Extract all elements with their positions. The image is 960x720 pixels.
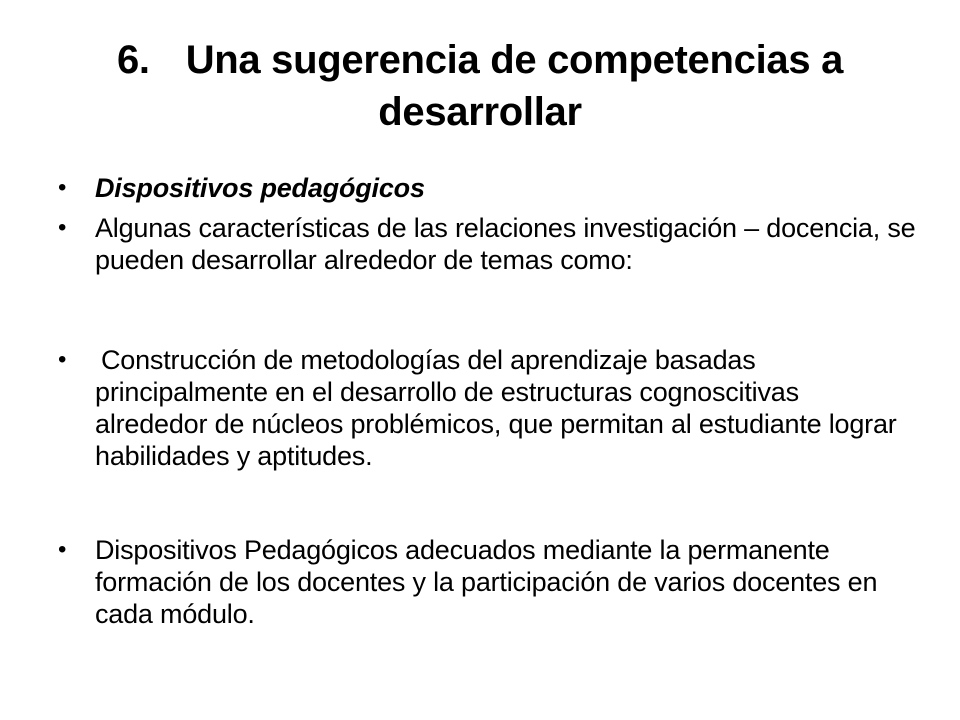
bullet-item bbox=[58, 212, 918, 276]
bullet-item bbox=[58, 344, 918, 472]
bullet-text: Construcción de metodologías del aprendizaje basadas principalmente en el desarrollo de estructuras cognoscitivas alrededor de núcleos problémicos, que permitan al estudiante lograr habilidades y aptitudes. bbox=[95, 345, 897, 471]
bullet-text: Algunas características de las relaciones investigación – docencia, se pueden desarrollar alrededor de temas como: bbox=[95, 213, 916, 275]
title-text: Una sugerencia de competencias a desarrollar bbox=[185, 38, 844, 134]
slide-title bbox=[40, 34, 920, 138]
bullet-item bbox=[58, 172, 918, 204]
bullet-text: Dispositivos Pedagógicos adecuados mediante la permanente formación de los docentes y la participación de varios docentes en cada módulo. bbox=[95, 535, 878, 629]
bullet-list bbox=[58, 172, 918, 630]
bullet-item bbox=[58, 534, 918, 630]
bullet-text: Dispositivos pedagógicos bbox=[95, 173, 425, 203]
title-number: 6. bbox=[116, 38, 150, 82]
